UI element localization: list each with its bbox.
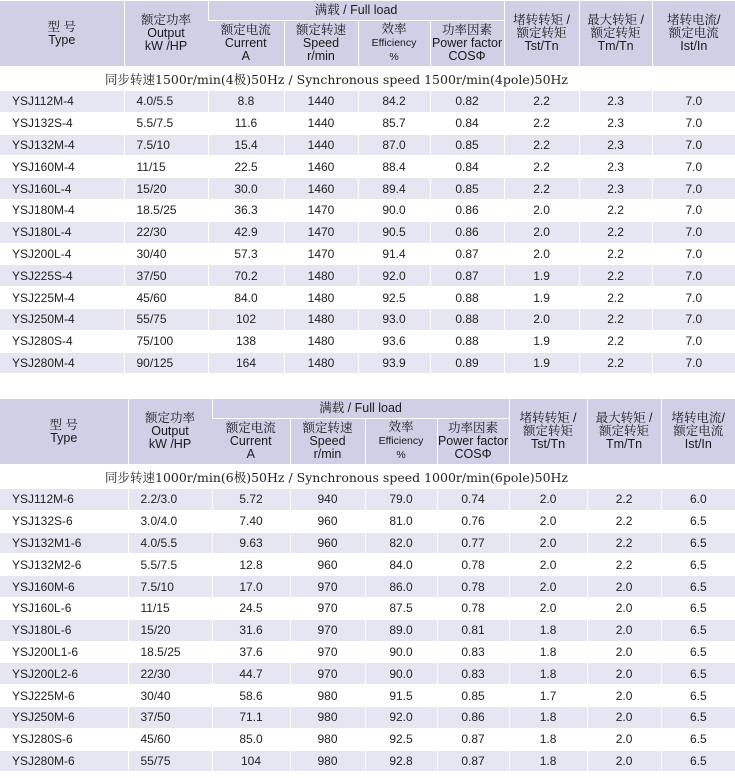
col-output-header: 额定功率 Output kW /HP [128, 399, 212, 465]
cell-ist-in: 6.5 [661, 554, 735, 576]
cell-tm-tn: 2.2 [587, 510, 661, 532]
cell-efficiency: 92.0 [365, 706, 437, 728]
cell-tst-tn: 1.9 [504, 265, 579, 287]
cell-current: 44.7 [212, 663, 290, 685]
cell-ist-in: 7.0 [652, 352, 735, 374]
col-current-header: 额定电流 Current A [208, 21, 284, 67]
cell-type: YSJ160M-4 [0, 156, 124, 178]
cell-speed: 970 [290, 641, 365, 663]
cell-power-factor: 0.87 [430, 265, 504, 287]
cell-type: YSJ132S-4 [0, 112, 124, 134]
col-output-header: 额定功率 Output kW /HP [124, 1, 208, 67]
cell-ist-in: 7.0 [652, 112, 735, 134]
cell-power-factor: 0.85 [437, 685, 509, 707]
cell-power-factor: 0.87 [437, 728, 509, 750]
table-row [0, 663, 735, 685]
cell-output: 90/125 [124, 352, 208, 374]
cell-efficiency: 92.8 [365, 750, 437, 772]
cell-current: 57.3 [208, 243, 284, 265]
cell-current: 9.63 [212, 532, 290, 554]
col-type-header: 型 号 Type [0, 399, 128, 465]
cell-type: YSJ180L-6 [0, 619, 128, 641]
cell-tst-tn: 2.0 [509, 554, 587, 576]
cell-type: YSJ225M-6 [0, 685, 128, 707]
table-row [0, 352, 735, 374]
cell-output: 22/30 [128, 663, 212, 685]
cell-efficiency: 93.0 [358, 308, 430, 330]
cell-tst-tn: 2.0 [504, 243, 579, 265]
cell-power-factor: 0.87 [430, 243, 504, 265]
col-ist-header: 堵转电流/ 额定电流 Ist/In [652, 1, 735, 67]
cell-type: YSJ280M-4 [0, 352, 124, 374]
cell-efficiency: 92.5 [365, 728, 437, 750]
cell-power-factor: 0.86 [437, 706, 509, 728]
cell-efficiency: 90.0 [365, 663, 437, 685]
cell-current: 22.5 [208, 156, 284, 178]
table-row [0, 156, 735, 178]
cell-output: 3.0/4.0 [128, 510, 212, 532]
cell-speed: 980 [290, 706, 365, 728]
cell-efficiency: 93.6 [358, 330, 430, 352]
cell-speed: 1440 [284, 112, 358, 134]
cell-type: YSJ200L2-6 [0, 663, 128, 685]
cell-efficiency: 87.5 [365, 597, 437, 619]
cell-output: 37/50 [124, 265, 208, 287]
cell-tm-tn: 2.2 [587, 554, 661, 576]
table-row [0, 265, 735, 287]
cell-type: YSJ250M-6 [0, 706, 128, 728]
cell-speed: 1480 [284, 330, 358, 352]
cell-efficiency: 84.2 [358, 91, 430, 112]
cell-efficiency: 85.7 [358, 112, 430, 134]
cell-tst-tn: 2.2 [504, 156, 579, 178]
cell-tst-tn: 1.8 [509, 641, 587, 663]
cell-output: 37/50 [128, 706, 212, 728]
table-row [0, 178, 735, 200]
cell-output: 11/15 [124, 156, 208, 178]
cell-power-factor: 0.81 [437, 619, 509, 641]
col-tm-header: 最大转矩 / 额定转矩 Tm/Tn [579, 1, 652, 67]
cell-speed: 1480 [284, 287, 358, 309]
cell-output: 18.5/25 [124, 199, 208, 221]
cell-power-factor: 0.88 [430, 330, 504, 352]
cell-tst-tn: 2.2 [504, 134, 579, 156]
cell-output: 11/15 [128, 597, 212, 619]
col-tst-header: 堵转转矩 / 额定转矩 Tst/Tn [504, 1, 579, 67]
cell-type: YSJ160L-4 [0, 178, 124, 200]
cell-speed: 1480 [284, 352, 358, 374]
cell-current: 164 [208, 352, 284, 374]
cell-power-factor: 0.85 [430, 134, 504, 156]
cell-tm-tn: 2.2 [579, 265, 652, 287]
cell-output: 5.5/7.5 [124, 112, 208, 134]
table-row [0, 532, 735, 554]
cell-efficiency: 88.4 [358, 156, 430, 178]
cell-ist-in: 6.5 [661, 685, 735, 707]
cell-tm-tn: 2.3 [579, 178, 652, 200]
cell-efficiency: 82.0 [365, 532, 437, 554]
cell-output: 15/20 [128, 619, 212, 641]
table-row [0, 243, 735, 265]
cell-tm-tn: 2.2 [579, 308, 652, 330]
col-current-header: 额定电流 Current A [212, 419, 290, 465]
cell-speed: 1470 [284, 243, 358, 265]
cell-tm-tn: 2.0 [587, 576, 661, 598]
sync-speed-row: 同步转速1000r/min(6极)50Hz / Synchronous speed 1000r/min(6pole)50Hz [0, 465, 735, 490]
cell-power-factor: 0.76 [437, 510, 509, 532]
cell-ist-in: 7.0 [652, 287, 735, 309]
cell-tst-tn: 1.8 [509, 663, 587, 685]
cell-output: 2.2/3.0 [128, 489, 212, 510]
cell-ist-in: 6.5 [661, 619, 735, 641]
cell-power-factor: 0.78 [437, 597, 509, 619]
table-row [0, 221, 735, 243]
cell-type: YSJ132M1-6 [0, 532, 128, 554]
cell-current: 11.6 [208, 112, 284, 134]
cell-speed: 970 [290, 663, 365, 685]
cell-output: 5.5/7.5 [128, 554, 212, 576]
cell-ist-in: 7.0 [652, 156, 735, 178]
cell-ist-in: 7.0 [652, 134, 735, 156]
cell-efficiency: 91.4 [358, 243, 430, 265]
cell-speed: 960 [290, 532, 365, 554]
cell-tm-tn: 2.0 [587, 619, 661, 641]
cell-tm-tn: 2.2 [579, 352, 652, 374]
cell-speed: 1440 [284, 91, 358, 112]
cell-tst-tn: 1.8 [509, 728, 587, 750]
cell-current: 17.0 [212, 576, 290, 598]
cell-ist-in: 7.0 [652, 178, 735, 200]
col-pf-header: 功率因素 Power factor COSΦ [437, 419, 509, 465]
cell-power-factor: 0.87 [437, 750, 509, 772]
cell-output: 4.0/5.5 [124, 91, 208, 112]
cell-current: 85.0 [212, 728, 290, 750]
cell-tm-tn: 2.0 [587, 597, 661, 619]
col-type-header: 型 号 Type [0, 1, 124, 67]
table-row [0, 112, 735, 134]
cell-efficiency: 87.0 [358, 134, 430, 156]
cell-ist-in: 7.0 [652, 265, 735, 287]
table-row [0, 308, 735, 330]
table-row [0, 641, 735, 663]
cell-power-factor: 0.88 [430, 308, 504, 330]
table-row [0, 199, 735, 221]
cell-output: 45/60 [124, 287, 208, 309]
cell-type: YSJ280M-6 [0, 750, 128, 772]
cell-speed: 1480 [284, 308, 358, 330]
cell-tst-tn: 1.9 [504, 330, 579, 352]
cell-tm-tn: 2.2 [579, 287, 652, 309]
col-speed-header: 额定转速 Speed r/min [290, 419, 365, 465]
cell-current: 31.6 [212, 619, 290, 641]
cell-current: 71.1 [212, 706, 290, 728]
cell-output: 7.5/10 [124, 134, 208, 156]
table-row [0, 619, 735, 641]
cell-ist-in: 7.0 [652, 91, 735, 112]
cell-output: 55/75 [128, 750, 212, 772]
motor-table-4pole [0, 1, 735, 374]
cell-output: 18.5/25 [128, 641, 212, 663]
cell-tst-tn: 2.0 [509, 597, 587, 619]
cell-power-factor: 0.86 [430, 199, 504, 221]
cell-tm-tn: 2.3 [579, 156, 652, 178]
cell-power-factor: 0.78 [437, 576, 509, 598]
cell-output: 75/100 [124, 330, 208, 352]
cell-speed: 1460 [284, 156, 358, 178]
cell-tst-tn: 1.9 [504, 287, 579, 309]
cell-speed: 1440 [284, 134, 358, 156]
cell-efficiency: 91.5 [365, 685, 437, 707]
cell-ist-in: 6.5 [661, 750, 735, 772]
motor-table-6pole [0, 399, 735, 772]
cell-tm-tn: 2.2 [587, 532, 661, 554]
cell-ist-in: 7.0 [652, 308, 735, 330]
cell-type: YSJ280S-4 [0, 330, 124, 352]
col-eff-header: 效率 Efficiency % [358, 21, 430, 67]
cell-ist-in: 7.0 [652, 243, 735, 265]
cell-tst-tn: 2.2 [504, 178, 579, 200]
cell-efficiency: 90.0 [365, 641, 437, 663]
cell-power-factor: 0.84 [430, 156, 504, 178]
cell-power-factor: 0.82 [430, 91, 504, 112]
cell-tst-tn: 2.0 [509, 532, 587, 554]
cell-output: 55/75 [124, 308, 208, 330]
cell-output: 45/60 [128, 728, 212, 750]
col-eff-header: 效率 Efficiency % [365, 419, 437, 465]
cell-current: 138 [208, 330, 284, 352]
cell-ist-in: 6.5 [661, 532, 735, 554]
cell-ist-in: 7.0 [652, 221, 735, 243]
cell-speed: 970 [290, 576, 365, 598]
cell-tst-tn: 1.8 [509, 706, 587, 728]
cell-tm-tn: 2.0 [587, 728, 661, 750]
table-row [0, 576, 735, 598]
cell-tm-tn: 2.2 [579, 330, 652, 352]
col-pf-header: 功率因素 Power factor COSΦ [430, 21, 504, 67]
full-load-header: 满载 / Full load [208, 1, 504, 21]
cell-speed: 980 [290, 728, 365, 750]
cell-efficiency: 92.5 [358, 287, 430, 309]
table-row [0, 706, 735, 728]
table-row [0, 489, 735, 510]
cell-type: YSJ180L-4 [0, 221, 124, 243]
cell-tm-tn: 2.2 [579, 221, 652, 243]
cell-type: YSJ225S-4 [0, 265, 124, 287]
cell-current: 36.3 [208, 199, 284, 221]
cell-type: YSJ132M2-6 [0, 554, 128, 576]
table-row [0, 554, 735, 576]
cell-tst-tn: 2.2 [504, 112, 579, 134]
full-load-header: 满载 / Full load [212, 399, 509, 419]
cell-tm-tn: 2.0 [587, 706, 661, 728]
cell-tm-tn: 2.0 [587, 663, 661, 685]
cell-current: 70.2 [208, 265, 284, 287]
cell-tm-tn: 2.2 [579, 199, 652, 221]
table-row [0, 685, 735, 707]
cell-ist-in: 6.5 [661, 663, 735, 685]
cell-ist-in: 6.0 [661, 489, 735, 510]
cell-efficiency: 86.0 [365, 576, 437, 598]
col-ist-header: 堵转电流/ 额定电流 Ist/In [661, 399, 735, 465]
cell-current: 84.0 [208, 287, 284, 309]
cell-speed: 1480 [284, 265, 358, 287]
cell-current: 37.6 [212, 641, 290, 663]
cell-current: 102 [208, 308, 284, 330]
cell-current: 5.72 [212, 489, 290, 510]
cell-current: 104 [212, 750, 290, 772]
table-row [0, 728, 735, 750]
table-row [0, 330, 735, 352]
cell-efficiency: 81.0 [365, 510, 437, 532]
table-row [0, 91, 735, 112]
cell-power-factor: 0.74 [437, 489, 509, 510]
cell-tst-tn: 1.7 [509, 685, 587, 707]
cell-type: YSJ200L-4 [0, 243, 124, 265]
cell-tst-tn: 2.0 [504, 308, 579, 330]
cell-output: 30/40 [124, 243, 208, 265]
col-tst-header: 堵转转矩 / 额定转矩 Tst/Tn [509, 399, 587, 465]
cell-type: YSJ112M-4 [0, 91, 124, 112]
cell-current: 12.8 [212, 554, 290, 576]
cell-tst-tn: 2.0 [509, 510, 587, 532]
cell-power-factor: 0.84 [430, 112, 504, 134]
cell-ist-in: 7.0 [652, 330, 735, 352]
cell-current: 30.0 [208, 178, 284, 200]
cell-speed: 980 [290, 750, 365, 772]
table-row [0, 510, 735, 532]
cell-power-factor: 0.88 [430, 287, 504, 309]
cell-speed: 970 [290, 619, 365, 641]
cell-ist-in: 6.5 [661, 641, 735, 663]
cell-power-factor: 0.83 [437, 663, 509, 685]
cell-type: YSJ160M-6 [0, 576, 128, 598]
cell-power-factor: 0.77 [437, 532, 509, 554]
cell-speed: 940 [290, 489, 365, 510]
cell-speed: 1470 [284, 221, 358, 243]
cell-speed: 960 [290, 554, 365, 576]
table-row [0, 134, 735, 156]
cell-efficiency: 92.0 [358, 265, 430, 287]
cell-type: YSJ112M-6 [0, 489, 128, 510]
cell-type: YSJ250M-4 [0, 308, 124, 330]
cell-power-factor: 0.85 [430, 178, 504, 200]
cell-efficiency: 90.0 [358, 199, 430, 221]
cell-tst-tn: 2.0 [509, 489, 587, 510]
cell-current: 42.9 [208, 221, 284, 243]
cell-speed: 980 [290, 685, 365, 707]
cell-efficiency: 84.0 [365, 554, 437, 576]
cell-efficiency: 93.9 [358, 352, 430, 374]
cell-current: 7.40 [212, 510, 290, 532]
cell-efficiency: 89.4 [358, 178, 430, 200]
cell-tm-tn: 2.3 [579, 91, 652, 112]
cell-type: YSJ225M-4 [0, 287, 124, 309]
sync-speed-row: 同步转速1500r/min(4极)50Hz / Synchronous speed 1500r/min(4pole)50Hz [0, 67, 735, 92]
cell-output: 30/40 [128, 685, 212, 707]
cell-speed: 1470 [284, 199, 358, 221]
cell-efficiency: 90.5 [358, 221, 430, 243]
cell-efficiency: 79.0 [365, 489, 437, 510]
cell-tm-tn: 2.3 [579, 134, 652, 156]
cell-type: YSJ160L-6 [0, 597, 128, 619]
cell-tm-tn: 2.0 [587, 685, 661, 707]
cell-tst-tn: 1.8 [509, 750, 587, 772]
cell-tst-tn: 2.0 [504, 221, 579, 243]
cell-ist-in: 7.0 [652, 199, 735, 221]
cell-type: YSJ180M-4 [0, 199, 124, 221]
cell-current: 24.5 [212, 597, 290, 619]
cell-speed: 1460 [284, 178, 358, 200]
cell-power-factor: 0.78 [437, 554, 509, 576]
cell-tm-tn: 2.0 [587, 641, 661, 663]
cell-output: 7.5/10 [128, 576, 212, 598]
cell-output: 22/30 [124, 221, 208, 243]
cell-tm-tn: 2.2 [579, 243, 652, 265]
cell-type: YSJ280S-6 [0, 728, 128, 750]
cell-output: 4.0/5.5 [128, 532, 212, 554]
table-row [0, 597, 735, 619]
cell-tst-tn: 1.9 [504, 352, 579, 374]
cell-tst-tn: 2.2 [504, 91, 579, 112]
cell-tst-tn: 2.0 [504, 199, 579, 221]
cell-type: YSJ132S-6 [0, 510, 128, 532]
cell-tst-tn: 1.8 [509, 619, 587, 641]
cell-output: 15/20 [124, 178, 208, 200]
cell-type: YSJ200L1-6 [0, 641, 128, 663]
cell-type: YSJ132M-4 [0, 134, 124, 156]
cell-current: 8.8 [208, 91, 284, 112]
cell-ist-in: 6.5 [661, 597, 735, 619]
cell-speed: 970 [290, 597, 365, 619]
table-row [0, 287, 735, 309]
cell-ist-in: 6.5 [661, 706, 735, 728]
cell-ist-in: 6.5 [661, 728, 735, 750]
cell-current: 58.6 [212, 685, 290, 707]
cell-speed: 960 [290, 510, 365, 532]
cell-ist-in: 6.5 [661, 510, 735, 532]
cell-current: 15.4 [208, 134, 284, 156]
cell-power-factor: 0.83 [437, 641, 509, 663]
cell-tm-tn: 2.0 [587, 750, 661, 772]
cell-tm-tn: 2.3 [579, 112, 652, 134]
cell-power-factor: 0.86 [430, 221, 504, 243]
col-tm-header: 最大转矩 / 额定转矩 Tm/Tn [587, 399, 661, 465]
cell-efficiency: 89.0 [365, 619, 437, 641]
cell-tst-tn: 2.0 [509, 576, 587, 598]
table-row [0, 750, 735, 772]
cell-tm-tn: 2.2 [587, 489, 661, 510]
cell-ist-in: 6.5 [661, 576, 735, 598]
cell-power-factor: 0.89 [430, 352, 504, 374]
col-speed-header: 额定转速 Speed r/min [284, 21, 358, 67]
